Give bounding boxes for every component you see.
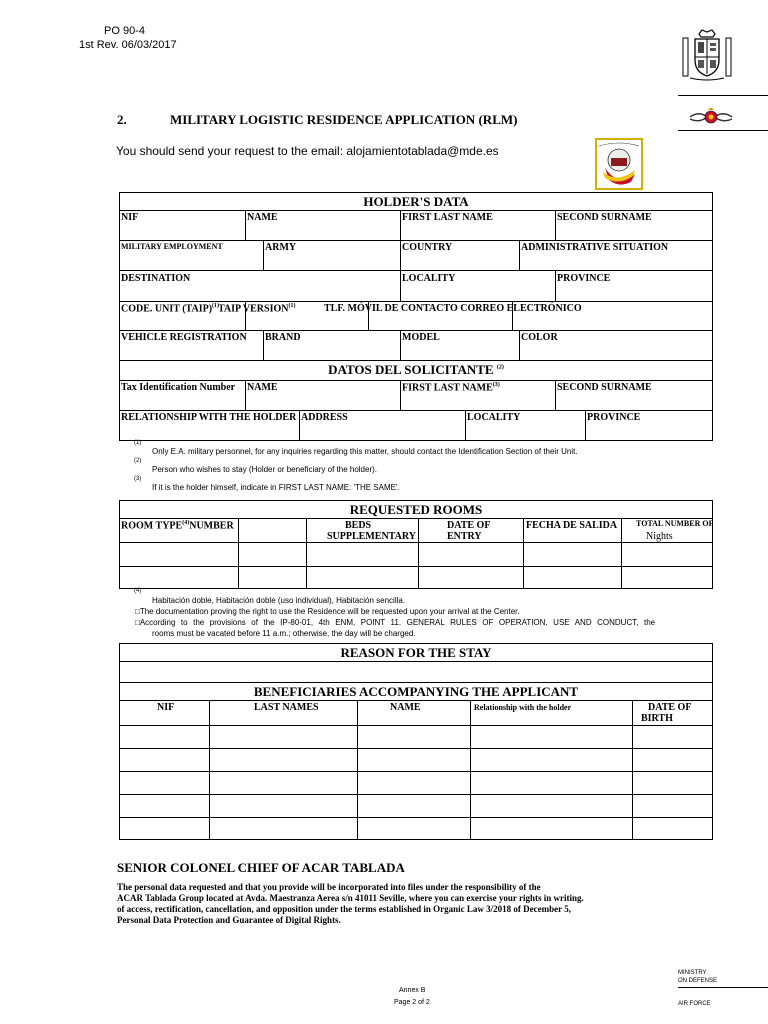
air-force-label: AIR FORCE bbox=[678, 1001, 711, 1007]
email-instruction: You should send your request to the email: alojamientotablada@mde.es bbox=[116, 144, 499, 158]
country-field[interactable]: COUNTRY bbox=[402, 242, 453, 253]
taip-version-field[interactable]: TAIP VERSION$^{(1)}$ bbox=[218, 303, 296, 315]
doc-code: PO 90-4 bbox=[104, 25, 145, 37]
beneficiary-relationship-column: Relationship with the holder bbox=[474, 703, 572, 712]
nights-label: Nights bbox=[646, 531, 673, 542]
holders-data-heading: HOLDER'S DATA bbox=[363, 194, 469, 209]
military-employment-field[interactable]: MILITARY EMPLOYMENT bbox=[121, 242, 223, 251]
applicant-locality-field[interactable]: LOCALITY bbox=[467, 412, 521, 423]
code-unit-field[interactable]: CODE. UNIT (TAIP)$^{(1)}$ bbox=[121, 303, 220, 315]
date-of-column: DATE OF bbox=[447, 520, 491, 531]
holder-first-last-name-field[interactable]: FIRST LAST NAME bbox=[402, 212, 493, 223]
documentation-note: □The documentation proving the right to use the Residence will be requested upon your arrival at the Center. bbox=[135, 607, 520, 616]
beneficiaries-heading: BENEFICIARIES ACCOMPANYING THE APPLICANT bbox=[253, 684, 579, 699]
relationship-holder-field[interactable]: RELATIONSHIP WITH THE HOLDER bbox=[121, 412, 297, 423]
model-field[interactable]: MODEL bbox=[402, 332, 440, 343]
color-field[interactable]: COLOR bbox=[521, 332, 558, 343]
annex-label: Annex B bbox=[399, 987, 426, 994]
holder-applicant-table bbox=[119, 192, 713, 441]
address-field[interactable]: ADDRESS bbox=[301, 412, 348, 423]
applicant-first-last-name-field[interactable]: FIRST LAST NAME$^{(3)}$ bbox=[402, 382, 500, 394]
rules-note-continued: rooms must be vacated before 11 a.m.; otherwise, the day will be charged. bbox=[152, 629, 416, 638]
room-types-note: Habitación doble, Habitación doble (uso individual), Habitación sencilla. bbox=[152, 596, 406, 605]
applicant-province-field[interactable]: PROVINCE bbox=[587, 412, 641, 423]
ministry-label-2: ON DEFENSE bbox=[678, 978, 718, 984]
applicant-name-field[interactable]: NAME bbox=[247, 382, 278, 393]
destination-field[interactable]: DESTINATION bbox=[121, 273, 191, 284]
reason-heading: REASON FOR THE STAY bbox=[340, 645, 492, 660]
requested-rooms-heading: REQUESTED ROOMS bbox=[349, 502, 483, 517]
army-field[interactable]: ARMY bbox=[265, 242, 297, 253]
holder-locality-field[interactable]: LOCALITY bbox=[402, 273, 456, 284]
coat-of-arms-icon bbox=[680, 28, 734, 84]
rules-note: □According to the provisions of the IP-80-01, 4th ENM, POINT 11. GENERAL RULES OF OPERATION, USE AND CONDUCT, the bbox=[135, 618, 656, 627]
total-nights-column: TOTAL NUMBER OF bbox=[636, 519, 714, 528]
section-number: 2. bbox=[117, 112, 127, 127]
beneficiary-nif-column: NIF bbox=[157, 702, 175, 713]
footnote-number: (2) bbox=[134, 458, 142, 464]
holder-second-surname-field[interactable]: SECOND SURNAME bbox=[557, 212, 652, 223]
administrative-situation-field[interactable]: ADMINISTRATIVE SITUATION bbox=[521, 242, 669, 253]
revision-date: 1st Rev. 06/03/2017 bbox=[79, 39, 177, 51]
entry-column: ENTRY bbox=[447, 531, 482, 542]
unit-badge-icon bbox=[595, 138, 643, 190]
beneficiary-date-of-column: DATE OF bbox=[648, 702, 692, 713]
footnote-text: If it is the holder himself, indicate in FIRST LAST NAME: 'THE SAME'. bbox=[152, 483, 400, 492]
footnote-number: (3) bbox=[134, 476, 142, 482]
footnote-text: Only E.A. military personnel, for any inquiries regarding this matter, should contact the Identification Section of their Unit. bbox=[152, 447, 578, 456]
holder-province-field[interactable]: PROVINCE bbox=[557, 273, 611, 284]
beneficiary-name-column: NAME bbox=[390, 702, 421, 713]
privacy-notice: The personal data requested and that you provide will be incorporated into files under the responsibility of the ACAR Tablada Group located at Avda. Maestranza Aerea s/n 41011 Seville, where you can exercise your rights in writing. of access, rectification, cancellation, and opposition under the terms established in Organic Law 3/2018 of December 5, Personal Data Protection and Guarantee of Digital Rights. bbox=[117, 882, 584, 925]
tax-id-field[interactable]: Tax Identification Number bbox=[121, 382, 236, 393]
page-number: Page 2 of 2 bbox=[394, 999, 430, 1006]
air-force-emblem-icon bbox=[688, 108, 734, 126]
reason-input[interactable] bbox=[121, 663, 711, 680]
beneficiary-last-names-column: LAST NAMES bbox=[254, 702, 319, 713]
holder-name-field[interactable]: NAME bbox=[247, 212, 278, 223]
form-title: MILITARY LOGISTIC RESIDENCE APPLICATION (RLM) bbox=[170, 112, 518, 127]
departure-date-column: FECHA DE SALIDA bbox=[526, 520, 618, 531]
footnote-number: (4) bbox=[134, 588, 142, 594]
applicant-second-surname-field[interactable]: SECOND SURNAME bbox=[557, 382, 652, 393]
mobile-email-field[interactable]: TLF. MÓVIL DE CONTACTO CORREO ELECTRÓNICO bbox=[324, 303, 582, 314]
footnote-number: (1) bbox=[134, 440, 142, 446]
vehicle-registration-field[interactable]: VEHICLE REGISTRATION bbox=[121, 332, 247, 343]
holder-nif-field[interactable]: NIF bbox=[121, 212, 139, 223]
ministry-label: MINISTRY bbox=[678, 970, 707, 976]
supplementary-column: SUPPLEMENTARY bbox=[327, 531, 416, 542]
beds-column: BEDS bbox=[345, 520, 372, 531]
footnote-text: Person who wishes to stay (Holder or beneficiary of the holder). bbox=[152, 465, 377, 474]
brand-field[interactable]: BRAND bbox=[265, 332, 301, 343]
room-type-column: ROOM TYPE$^{(4)}$NUMBER bbox=[121, 520, 234, 532]
chief-signature-title: SENIOR COLONEL CHIEF OF ACAR TABLADA bbox=[117, 860, 405, 875]
applicant-data-heading: DATOS DEL SOLICITANTE $^{(2)}$ bbox=[328, 362, 504, 377]
beneficiary-birth-column: BIRTH bbox=[641, 713, 673, 724]
